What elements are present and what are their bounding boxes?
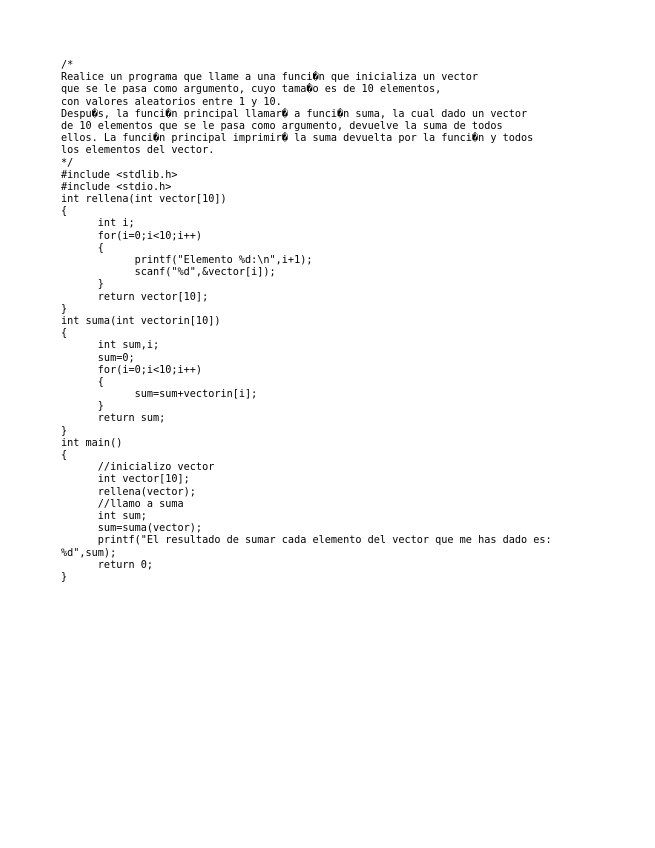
source-code-block: [61, 60, 646, 584]
code-line: Despu�s, la funci�n principal llamar� a funci�n suma, la cual dado un vector: [61, 108, 528, 120]
code-line: scanf("%d",&vector[i]);: [61, 267, 276, 279]
code-line: for(i=0;i<10;i++): [61, 364, 203, 376]
code-line: Realice un programa que llame a una funci�n que inicializa un vector: [61, 72, 479, 84]
code-line: {: [61, 450, 68, 461]
code-line: */: [61, 157, 74, 169]
code-line: return 0;: [61, 559, 154, 571]
code-line: int rellena(int vector[10]): [61, 194, 227, 206]
code-line: }: [61, 279, 104, 291]
code-line: sum=suma(vector);: [61, 523, 203, 535]
code-line: }: [61, 303, 68, 315]
code-line: int sum;: [61, 510, 147, 522]
code-line: printf("El resultado de sumar cada elemento del vector que me has dado es:: [61, 535, 552, 547]
code-line: return vector[10];: [61, 291, 209, 303]
code-line: que se le pasa como argumento, cuyo tama�o es de 10 elementos,: [61, 84, 442, 96]
code-line: return sum;: [61, 413, 166, 425]
code-line: /*: [61, 60, 74, 71]
code-line: ellos. La funci�n principal imprimir� la suma devuelta por la funci�n y todos: [61, 133, 534, 145]
code-line: }: [61, 571, 68, 583]
code-line: sum=0;: [61, 352, 135, 364]
code-line: sum=sum+vectorin[i];: [61, 389, 258, 401]
code-line: #include <stdio.h>: [61, 181, 172, 193]
code-line: {: [61, 242, 104, 254]
code-line: int vector[10];: [61, 474, 190, 486]
code-line: //llamo a suma: [61, 498, 184, 510]
code-line: }: [61, 401, 104, 413]
code-line: #include <stdlib.h>: [61, 169, 178, 181]
code-line: int sum,i;: [61, 340, 160, 352]
code-line: {: [61, 206, 68, 218]
code-line: con valores aleatorios entre 1 y 10.: [61, 96, 282, 108]
code-line: {: [61, 376, 104, 388]
code-line: }: [61, 425, 68, 437]
code-line: rellena(vector);: [61, 486, 196, 498]
code-line: int main(): [61, 437, 123, 449]
code-line: int i;: [61, 218, 135, 230]
code-line: %d",sum);: [61, 547, 117, 559]
code-line: printf("Elemento %d:\n",i+1);: [61, 255, 313, 266]
code-line: los elementos del vector.: [61, 145, 215, 157]
code-line: int suma(int vectorin[10]): [61, 315, 221, 327]
code-line: for(i=0;i<10;i++): [61, 230, 203, 242]
code-line: //inicializo vector: [61, 462, 215, 474]
code-line: de 10 elementos que se le pasa como argumento, devuelve la suma de todos: [61, 120, 503, 132]
code-line: {: [61, 328, 68, 340]
